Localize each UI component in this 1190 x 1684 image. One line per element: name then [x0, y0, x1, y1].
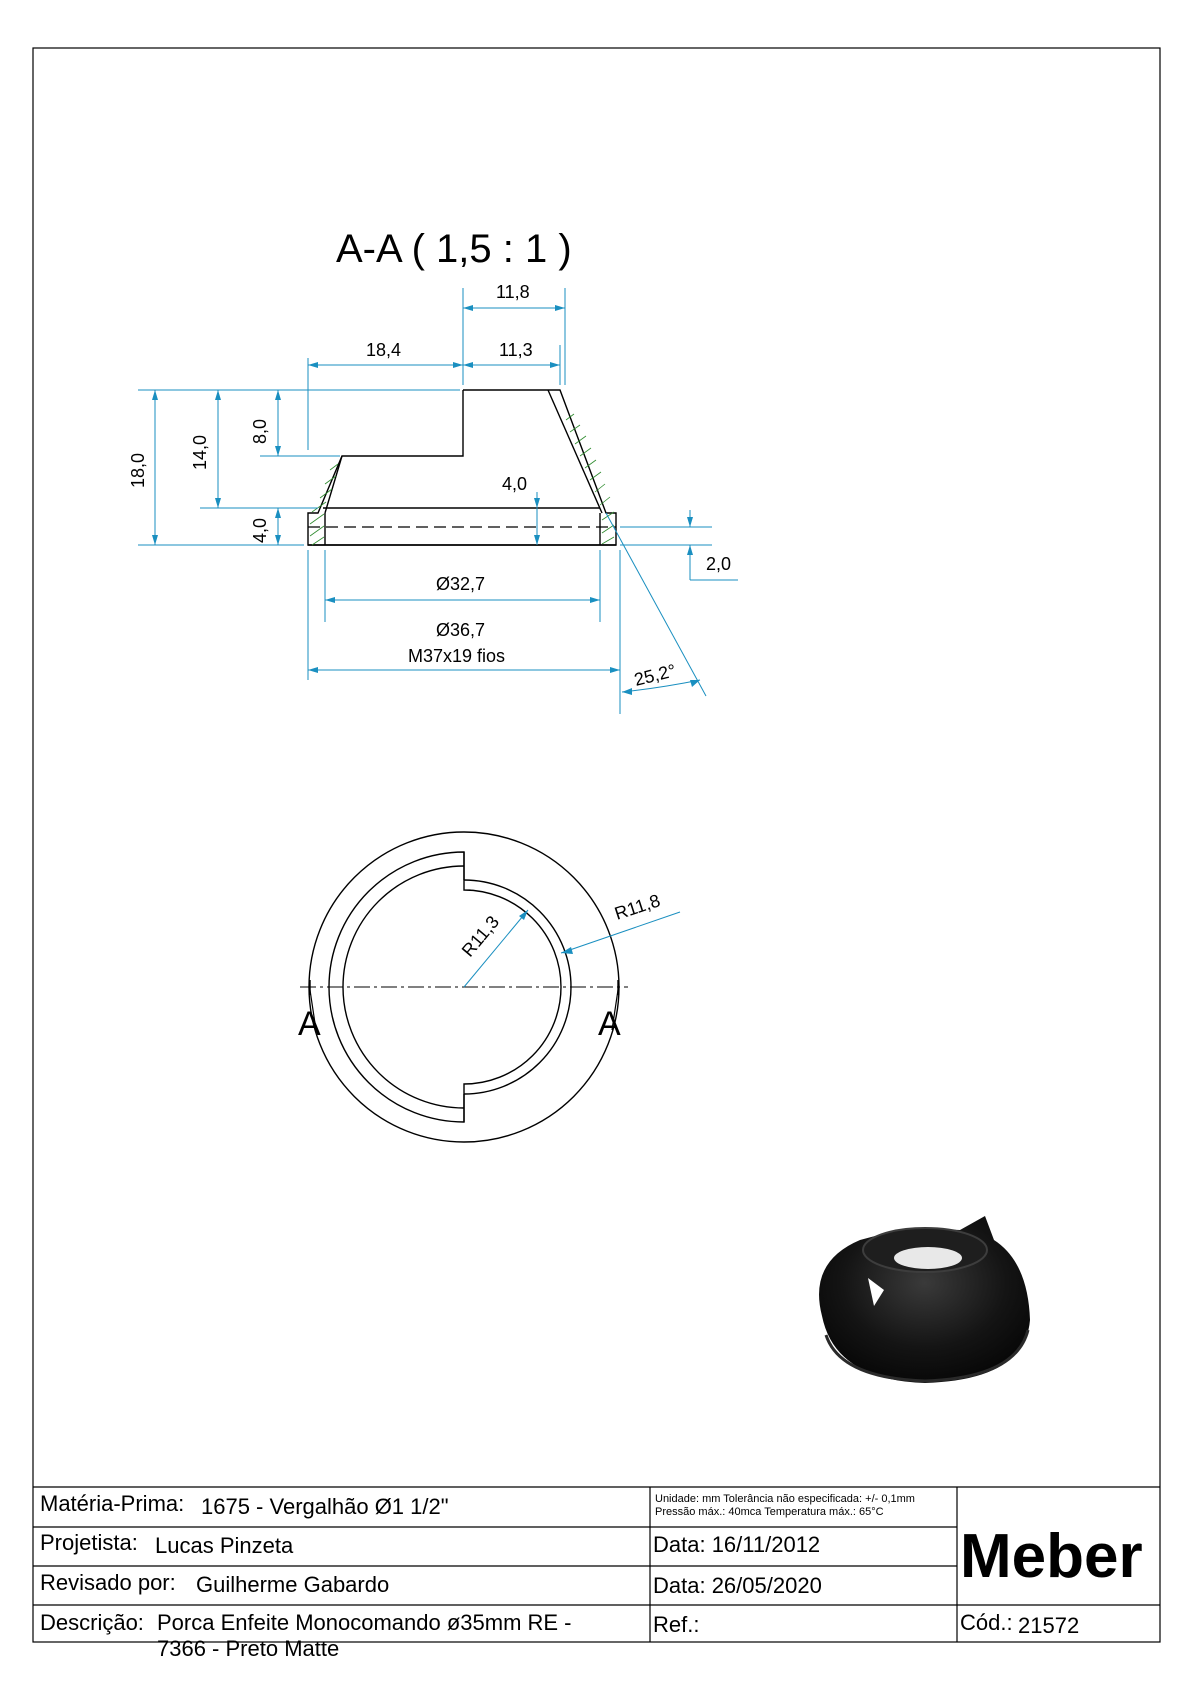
cut-label-left: A	[298, 1005, 321, 1043]
projetista-value: Lucas Pinzeta	[155, 1533, 294, 1558]
dim-label-depth: 4,0	[502, 474, 528, 494]
dim-diameters	[308, 550, 620, 714]
cod-label: Cód.:	[960, 1610, 1013, 1635]
meber-logo: Meber	[960, 1522, 1143, 1591]
tolerance-line1: Unidade: mm Tolerância não especificada: +/- 0,1mm	[655, 1493, 915, 1505]
dim-label-angle: 25,2°	[632, 660, 678, 690]
dim-label-h-14: 14,0	[190, 434, 210, 470]
cut-label-right: A	[598, 1005, 621, 1043]
top-view	[298, 832, 680, 1142]
tolerance-line2: Pressão máx.: 40mca Temperatura máx.: 65°C	[655, 1506, 884, 1518]
materia-label: Matéria-Prima:	[40, 1491, 185, 1516]
dim-label-dia-outer: Ø36,7	[436, 620, 486, 640]
ref-label: Ref.:	[653, 1612, 700, 1637]
dim-label-h-total: 18,0	[128, 452, 148, 488]
dim-label-r-outer: R11,8	[612, 890, 663, 924]
descricao-label: Descrição:	[40, 1610, 144, 1635]
dim-top-outer	[463, 282, 565, 385]
title-block	[33, 1487, 1160, 1661]
data-created: Data: 16/11/2012	[653, 1532, 821, 1557]
dim-label-top-outer: 11,8	[496, 282, 530, 302]
descricao-line1: Porca Enfeite Monocomando ø35mm RE -	[157, 1610, 572, 1635]
dim-left-width	[308, 340, 560, 450]
dim-label-thread: M37x19 fios	[408, 646, 506, 666]
part-render	[819, 1216, 1030, 1383]
section-title: A-A ( 1,5 : 1 )	[336, 227, 572, 271]
dim-label-h-8: 8,0	[250, 418, 270, 444]
hatch-right	[566, 414, 614, 544]
dim-label-left-width: 18,4	[366, 340, 402, 360]
dim-label-side: 2,0	[706, 554, 732, 574]
revisado-label: Revisado por:	[40, 1570, 176, 1595]
section-outline	[308, 390, 616, 545]
dim-side	[620, 510, 738, 580]
sheet-border	[33, 48, 1160, 1642]
data-revised: Data: 26/05/2020	[653, 1573, 822, 1598]
dim-label-top-inner: 11,3	[499, 340, 533, 360]
dim-heights	[128, 390, 460, 545]
dim-label-r-inner: R11,3	[457, 911, 504, 961]
materia-value: 1675 - Vergalhão Ø1 1/2"	[201, 1494, 449, 1519]
dim-label-dia-inner: Ø32,7	[436, 574, 486, 594]
section-view	[128, 227, 738, 714]
dim-depth	[502, 474, 540, 545]
dim-angle	[606, 513, 706, 696]
dim-label-h-4: 4,0	[250, 517, 270, 543]
cod-value: 21572	[1018, 1613, 1080, 1638]
descricao-line2: 7366 - Preto Matte	[157, 1636, 340, 1661]
projetista-label: Projetista:	[40, 1530, 138, 1555]
revisado-value: Guilherme Gabardo	[196, 1572, 390, 1597]
